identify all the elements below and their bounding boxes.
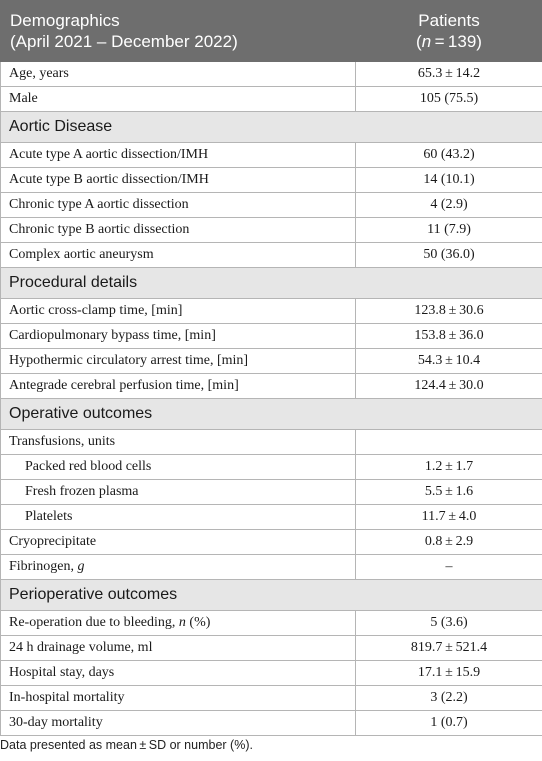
row-label: Hypothermic circulatory arrest time, [min]: [1, 349, 356, 374]
row-label: 30-day mortality: [1, 711, 356, 736]
row-value: 5.5 ± 1.6: [356, 480, 542, 505]
row-value: 17.1 ± 15.9: [356, 661, 542, 686]
section-title: Aortic Disease: [1, 112, 542, 143]
row-label: Age, years: [1, 62, 356, 87]
row-value: 50 (36.0): [356, 243, 542, 268]
table-row: [1, 430, 542, 455]
row-value: –: [356, 555, 542, 580]
row-label: Complex aortic aneurysm: [1, 243, 356, 268]
table-row: [1, 193, 542, 218]
row-value: 60 (43.2): [356, 143, 542, 168]
table-row: [1, 611, 542, 636]
row-value: 153.8 ± 36.0: [356, 324, 542, 349]
row-label: Acute type B aortic dissection/IMH: [1, 168, 356, 193]
header-n-count: = 139): [431, 32, 482, 51]
row-label: [1, 555, 356, 580]
row-value: 124.4 ± 30.0: [356, 374, 542, 399]
table-row: [1, 455, 542, 480]
header-n-open: (: [416, 32, 422, 51]
row-label: Fresh frozen plasma: [1, 480, 356, 505]
section-header-operative: [1, 399, 542, 430]
table-row: [1, 62, 542, 87]
row-label: Chronic type B aortic dissection: [1, 218, 356, 243]
row-value: 819.7 ± 521.4: [356, 636, 542, 661]
table-row: [1, 87, 542, 112]
row-label: Cardiopulmonary bypass time, [min]: [1, 324, 356, 349]
table-row: [1, 480, 542, 505]
table-footnote: Data presented as mean ± SD or number (%).: [0, 738, 253, 752]
header-title: Demographics: [10, 11, 120, 30]
row-label: In-hospital mortality: [1, 686, 356, 711]
row-value: 105 (75.5): [356, 87, 542, 112]
header-demographics: [1, 1, 356, 62]
table-row: [1, 636, 542, 661]
row-label: Hospital stay, days: [1, 661, 356, 686]
row-label-text: Re-operation due to bleeding,: [9, 615, 179, 630]
table-row: [1, 324, 542, 349]
row-label: Packed red blood cells: [1, 455, 356, 480]
row-value: 3 (2.2): [356, 686, 542, 711]
section-title: Operative outcomes: [1, 399, 542, 430]
table-header: [1, 1, 542, 62]
table-row: [1, 143, 542, 168]
table-row: [1, 686, 542, 711]
row-value: 0.8 ± 2.9: [356, 530, 542, 555]
header-period: (April 2021 – December 2022): [10, 32, 238, 51]
row-value: 1.2 ± 1.7: [356, 455, 542, 480]
row-value: 11.7 ± 4.0: [356, 505, 542, 530]
table-row: [1, 168, 542, 193]
table-row: [1, 243, 542, 268]
table-row: [1, 349, 542, 374]
section-header-aortic: [1, 112, 542, 143]
row-value: 14 (10.1): [356, 168, 542, 193]
row-label-unit: g: [77, 559, 85, 574]
table-row: [1, 661, 542, 686]
row-label-n: n: [178, 615, 186, 630]
row-value: 1 (0.7): [356, 711, 542, 736]
table-row: [1, 530, 542, 555]
table-row: [1, 374, 542, 399]
row-label: 24 h drainage volume, ml: [1, 636, 356, 661]
table-row: [1, 555, 542, 580]
row-label: Cryoprecipitate: [1, 530, 356, 555]
row-value: 65.3 ± 14.2: [356, 62, 542, 87]
row-label: Platelets: [1, 505, 356, 530]
table-row: [1, 218, 542, 243]
row-label: Acute type A aortic dissection/IMH: [1, 143, 356, 168]
section-header-procedural: [1, 268, 542, 299]
row-label: Male: [1, 87, 356, 112]
section-title: Perioperative outcomes: [1, 580, 542, 611]
table-row: [1, 299, 542, 324]
header-col-title: Patients: [418, 11, 480, 30]
row-label: Aortic cross-clamp time, [min]: [1, 299, 356, 324]
section-header-perioperative: [1, 580, 542, 611]
header-n-var: n: [421, 32, 432, 51]
table-row: [1, 505, 542, 530]
row-label-suffix: (%): [185, 615, 211, 630]
table-row: [1, 711, 542, 736]
row-label: Transfusions, units: [1, 430, 356, 455]
row-value-empty: [356, 430, 542, 455]
row-value: 5 (3.6): [356, 611, 542, 636]
row-value: 4 (2.9): [356, 193, 542, 218]
row-value: 11 (7.9): [356, 218, 542, 243]
row-label: [1, 611, 356, 636]
section-title: Procedural details: [1, 268, 542, 299]
row-value: 54.3 ± 10.4: [356, 349, 542, 374]
row-label: Chronic type A aortic dissection: [1, 193, 356, 218]
row-value: 123.8 ± 30.6: [356, 299, 542, 324]
header-patients: [356, 1, 542, 62]
row-label-text: Fibrinogen,: [9, 559, 78, 574]
row-label: Antegrade cerebral perfusion time, [min]: [1, 374, 356, 399]
